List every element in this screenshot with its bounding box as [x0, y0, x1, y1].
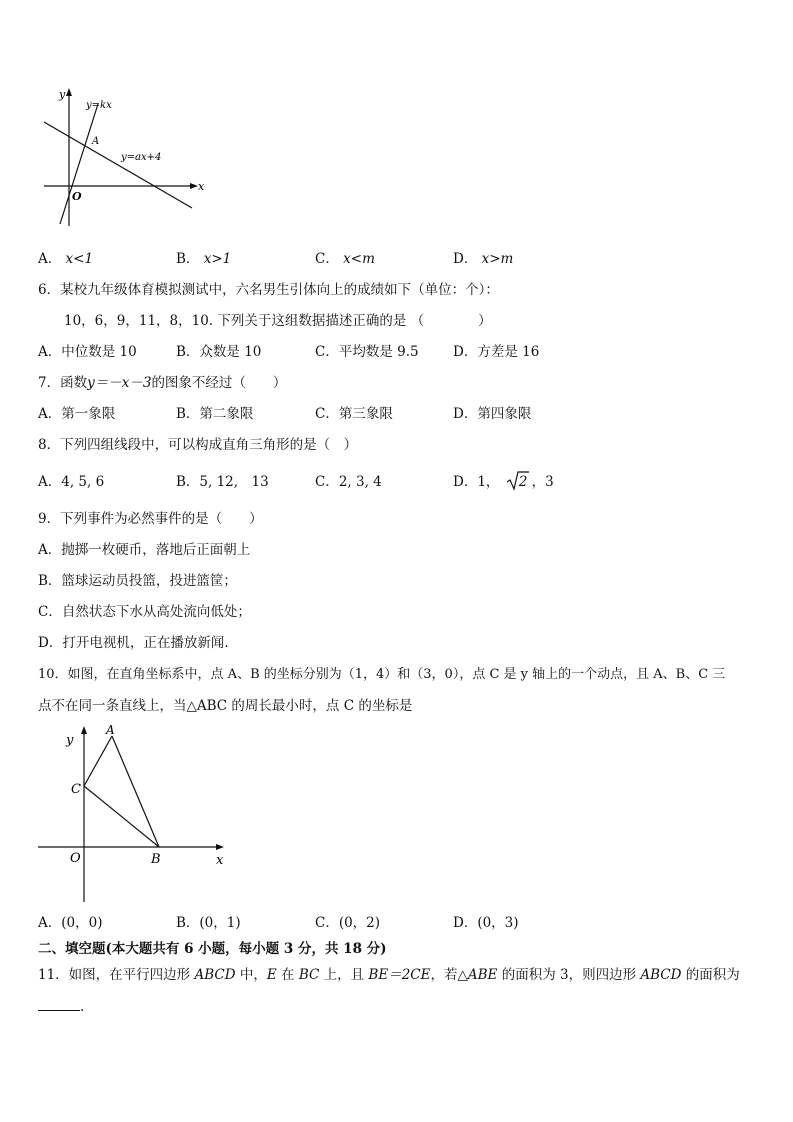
fig10-x-label: x	[216, 853, 224, 868]
q7-formula: y＝－x－3	[87, 375, 152, 391]
q5-option-d[interactable]	[453, 250, 513, 268]
q7-option-a[interactable]: A．第一象限	[38, 406, 116, 422]
section-2-title: 二、填空题(本大题共有 6 小题，每小题 3 分，共 18 分)	[38, 941, 387, 957]
fig5-line-kx	[60, 104, 98, 224]
q11-bc: BC	[298, 967, 320, 983]
fig5-origin-label: O	[72, 190, 82, 203]
q9-stem: 9．下列事件为必然事件的是（ ）	[38, 511, 263, 527]
q9-option-d[interactable]: D．打开电视机，正在播放新闻.	[38, 635, 229, 651]
q6-stem-data: 10，6，9，11，8，10. 下列关于这组数据描述正确的是 （ ）	[64, 313, 492, 329]
q10-figure	[36, 722, 236, 908]
q11-abe: ABE	[467, 967, 498, 983]
q5-option-d-label: D．	[453, 251, 478, 267]
q9-option-c[interactable]: C．自然状态下水从高处流向低处；	[38, 604, 251, 620]
fig10-origin-label: O	[70, 851, 81, 866]
fig5-line2-label: y=ax+4	[121, 152, 162, 163]
q7-prefix: 7．函数	[38, 375, 88, 391]
q5-option-a[interactable]	[38, 250, 93, 268]
q11-part-6: 的面积为 3，则四边形	[497, 967, 641, 983]
q6-option-a[interactable]: A．中位数是 10	[38, 344, 137, 360]
q11-stem	[38, 966, 740, 984]
fig5-x-arrow	[190, 183, 198, 189]
q7-option-d[interactable]: D．第四象限	[453, 406, 532, 422]
fig10-x-arrow	[216, 844, 224, 850]
q6-option-d[interactable]: D．方差是 16	[453, 344, 540, 360]
q5-option-c[interactable]	[315, 250, 375, 268]
q5-option-a-math: x<1	[65, 251, 94, 267]
fig5-x-label: x	[198, 180, 205, 193]
q11-part-1: 11．如图，在平行四边形	[38, 967, 195, 983]
q8-option-a[interactable]: A．4, 5, 6	[38, 474, 105, 490]
q7-stem	[38, 374, 286, 392]
fig10-y-arrow	[81, 726, 87, 734]
q10-option-c[interactable]: C．(0，2)	[315, 915, 381, 931]
fig5-point-a-label: A	[92, 136, 100, 147]
q8-option-b[interactable]: B．5, 12, 13	[176, 474, 269, 490]
q7-option-b[interactable]: B．第二象限	[176, 406, 254, 422]
q6-stem: 6．某校九年级体育模拟测试中，六名男生引体向上的成绩如下（单位：个）：	[38, 282, 499, 298]
q5-option-b-label: B．	[176, 251, 200, 267]
q11-end: .	[80, 999, 85, 1015]
q6-option-b[interactable]: B．众数是 10	[176, 344, 262, 360]
q9-option-a[interactable]: A．抛掷一枚硬币，落地后正面朝上	[38, 542, 251, 558]
q9-option-b[interactable]: B．篮球运动员投篮，投进篮筐；	[38, 573, 237, 589]
radical-sign-icon	[507, 471, 529, 491]
fig10-segment-ca	[84, 736, 112, 786]
q11-abcd-2: ABCD	[640, 967, 682, 983]
fig10-point-a-label: A	[106, 723, 115, 737]
q11-part-2: 中，	[235, 967, 267, 983]
q5-option-b-math: x>1	[203, 251, 232, 267]
fig10-segment-ab	[112, 736, 159, 847]
q11-answer-line	[38, 998, 84, 1016]
q6-option-c[interactable]: C．平均数是 9.5	[315, 344, 419, 360]
fig10-point-b-label: B	[151, 852, 161, 867]
q8-option-d[interactable]	[453, 473, 554, 491]
q5-option-a-label: A．	[38, 251, 62, 267]
q7-suffix: 的图象不经过（ ）	[151, 375, 287, 391]
q11-e: E	[266, 967, 277, 983]
q8-option-d-suffix: ，3	[531, 474, 554, 490]
fig5-line-ax4	[44, 122, 192, 208]
fig5-line1-label: y=kx	[86, 100, 112, 111]
q5-option-c-math: x<m	[343, 251, 375, 267]
q11-answer-blank[interactable]	[38, 998, 80, 1011]
q8-option-c[interactable]: C．2, 3, 4	[315, 474, 382, 490]
q10-option-b[interactable]: B．(0，1)	[176, 915, 241, 931]
q10-stem-2: 点不在同一条直线上，当△ABC 的周长最小时，点 C 的坐标是	[38, 698, 413, 714]
q8-stem: 8．下列四组线段中，可以构成直角三角形的是（ ）	[38, 437, 358, 453]
q8-option-d-radicand: 2	[518, 474, 528, 490]
fig5-y-arrow	[66, 88, 72, 96]
q11-equation: BE＝2CE	[368, 967, 431, 983]
q11-part-7: 的面积为	[681, 967, 740, 983]
q5-option-b[interactable]	[176, 250, 231, 268]
fig5-y-label: y	[59, 88, 66, 101]
q10-option-a[interactable]: A．(0，0)	[38, 915, 103, 931]
q5-figure	[36, 86, 216, 231]
q11-part-3: 在	[276, 967, 299, 983]
q5-option-d-math: x>m	[481, 251, 514, 267]
q11-part-4: 上，且	[319, 967, 369, 983]
q8-option-d-prefix: D．1，	[453, 474, 500, 490]
fig10-segment-bc	[84, 786, 159, 847]
q10-option-d[interactable]: D．(0，3)	[453, 915, 519, 931]
q11-abcd: ABCD	[194, 967, 236, 983]
q7-option-c[interactable]: C．第三象限	[315, 406, 393, 422]
q5-option-c-label: C．	[315, 251, 339, 267]
fig10-point-c-label: C	[71, 782, 81, 797]
sqrt-symbol	[507, 473, 528, 491]
q11-part-5: ，若△	[430, 967, 468, 983]
fig10-y-label: y	[66, 733, 74, 748]
q10-stem: 10．如图，在直角坐标系中，点 A、B 的坐标分别为（1，4）和（3，0），点 C 是 y 轴上的一个动点，且 A、B、C 三	[38, 667, 726, 682]
